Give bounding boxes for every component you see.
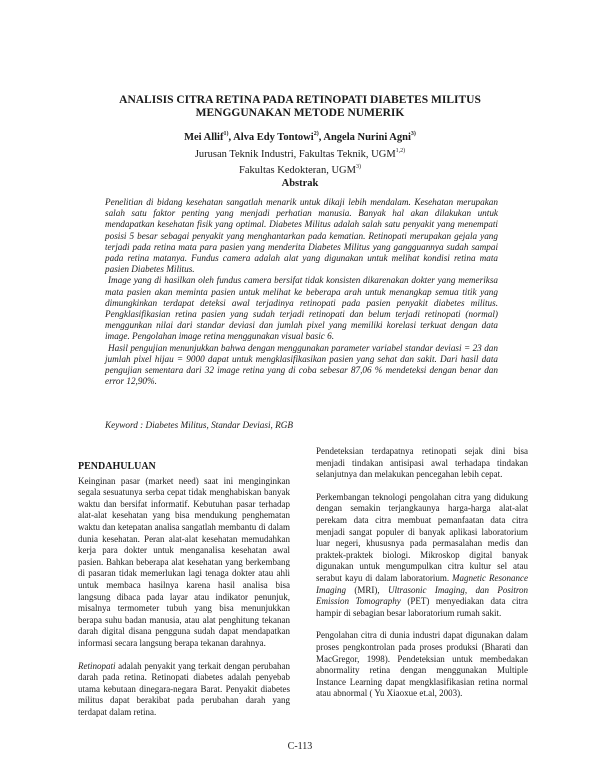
abstract-paragraph: Hasil pengujian menunjukkan bahwa dengan menggunakan parameter variabel standar deviasi = 23 dan jumlah pixel hijau = 9000 dapat untuk mengklasifikasikan pasien yang sehat dan sakit. Dari hasil data pengujian sementara dari 32 image retina yang di coba sebesar 87,06 % mendeteksi dengan benar dan error 12,90%. [105, 342, 498, 387]
body-paragraph: Pendeteksian terdapatnya retinopati sejak dini bisa menjadi tindakan antisipasi awal terhadapa tindakan selanjutnya dan melakukan pencegahan lebih cepat. [316, 446, 528, 480]
abstract-paragraph: Image yang di hasilkan oleh fundus camera bersifat tidak konsisten dikarenakan dokter yang memeriksa mata pasien akan meminta pasien untuk melihat ke beberapa arah untuk menangkap semua titik yang dimungkinkan terdapat deteksi awal terjadinya retinopati pada pasien penyakit diabetes militus. Pengklasifikasian retina pasien yang sudah terjadi retinopati dan belum terjadi retinopati (normal) menggunkan nilai dari standar deviasi dan jumlah pixel yang memiliki korelasi terkuat dengan data image. Pengolahan image retina menggunakan visual basic 6. [105, 275, 498, 342]
body-paragraph: Pengolahan citra di dunia industri dapat digunakan dalam proses pengkontrolan pada proses produksi (Bharati dan MacGregor, 1998). Pendeteksian untuk membedakan abnormality retina dengan menggunakan Multiple Instance Learning dapat mengklasifikasian retina normal atau abnormal ( Yu Xiaoxue et.al, 2003). [316, 630, 528, 699]
abstract-heading: Abstrak [281, 178, 319, 189]
term-italic: Magnetic Resonance Imaging [316, 572, 528, 595]
body-paragraph: Retinopati adalah penyakit yang terkait dengan perubahan darah pada retina. Retinopati diabetes adalah penyebab utama kebutaan dinegara-negara Barat. Penyakit diabetes militus dapat berakibat pada perubahan darah yang terdapat dalam retina. [78, 660, 290, 717]
affiliation-2: Fakultas Kedokteran, UGM$^{3)}$ [239, 164, 361, 176]
author-block [60, 128, 540, 178]
title-line-1: ANALISIS CITRA RETINA PADA RETINOPATI DIABETES MILITUS [119, 94, 481, 106]
paper-title [60, 94, 540, 120]
author-2: Alva Edy Tontowi [233, 132, 314, 143]
title-line-2: MENGGUNAKAN METODE NUMERIK [195, 107, 405, 119]
right-column [316, 446, 528, 711]
page-number: C-113 [287, 741, 313, 752]
left-column [78, 461, 290, 729]
author-names: Mei Allif$^{1)}$, Alva Edy Tontowi$^{2)}$, Angela Nurini Agni$^{3)}$ [184, 131, 416, 143]
section-heading: PENDAHULUAN [78, 461, 156, 472]
author-3-sup: 3) [410, 131, 416, 137]
abstract-paragraph: Penelitian di bidang kesehatan sangatlah menarik untuk dikaji lebih mendalam. Kesehatan merupakan salah satu faktor penting yang menjadi perhatian manusia. Banyak hal akan dilakukan untuk mendapatkan kesehatan fisik yang optimal. Diabetes Militus adalah salah satu penyakit yang menempati posisi 5 besar sebagai penyakit yang menghantarkan pada kematian. Retinopati merupakan gejala yang terjadi pada retina mata para pasien yang menderita Diabetes Militus yang gangguannya sudah sampai pada retina matanya. Fundus camera adalah alat yang digunakan untuk melihat kondisi retina mata pasien Diabetes Militus. [105, 197, 498, 275]
affiliation-2-sup: 3) [355, 164, 361, 170]
affiliation-1: Jurusan Teknik Industri, Fakultas Teknik, UGM$^{1,2)}$ [194, 147, 406, 160]
term-italic: Retinopati [78, 660, 116, 671]
term-italic: Ultrasonic Imaging, dan Positron Emission Tomography [316, 584, 528, 607]
abstract-body [105, 197, 498, 387]
body-paragraph: Perkembangan teknologi pengolahan citra yang didukung dengan semakin terjangkaunya harga-harga alat-alat perekam data citra membuat pemanfaatan data citra menjadi sangat populer di banyak aplikasi laboratorium luar negeri, khususnya pada permasalahan medis dan praktek-praktek biologi. Mikroskop digital banyak digunakan untuk mengumpulkan citra kultur sel atau serabut kayu di dalam laboratorium. Magnetic Resonance Imaging (MRI), Ultrasonic Imaging, dan Positron Emission Tomography (PET) menyediakan data citra hampir di sebagian besar laboratorium rumah sakit. [316, 491, 529, 618]
body-paragraph: Keinginan pasar (market need) saat ini menginginkan segala sesuatunya serba cepat tidak menghabiskan banyak waktu dan bersifat informatif. Kebutuhan pasar terhadap alat-alat kesehatan yang bisa mendukung penghematan waktu dan ketepatan analisa sangatlah membantu di dalam dunia kesehatan. Peran alat-alat kesehatan memudahkan kerja para dokter untuk menganalisa kesehatan awal pasien. Bahkan beberapa alat kesehatan yang berkembang di pasaran tidak memerlukan lagi tenaga dokter atau ahli untuk membaca hasilnya karena hasil analisa bisa langsung dibaca pada layar atau indikator penunjuk, misalnya termometer tubuh yang bisa menunjukkan berapa suhu badan manusia, atau alat penghitung tekanan darah digital disana pengguna sudah dapat mendapatkan informasi secara langsung berapa tekanan darahnya. [78, 475, 290, 648]
author-1-sup: 1) [223, 131, 229, 137]
author-2-sup: 2) [313, 131, 319, 137]
author-3: Angela Nurini Agni [323, 132, 411, 143]
author-1: Mei Allif [184, 132, 224, 143]
keywords: Keyword : Diabetes Militus, Standar Deviasi, RGB [105, 420, 293, 430]
affiliation-1-sup: 1,2) [395, 147, 406, 154]
